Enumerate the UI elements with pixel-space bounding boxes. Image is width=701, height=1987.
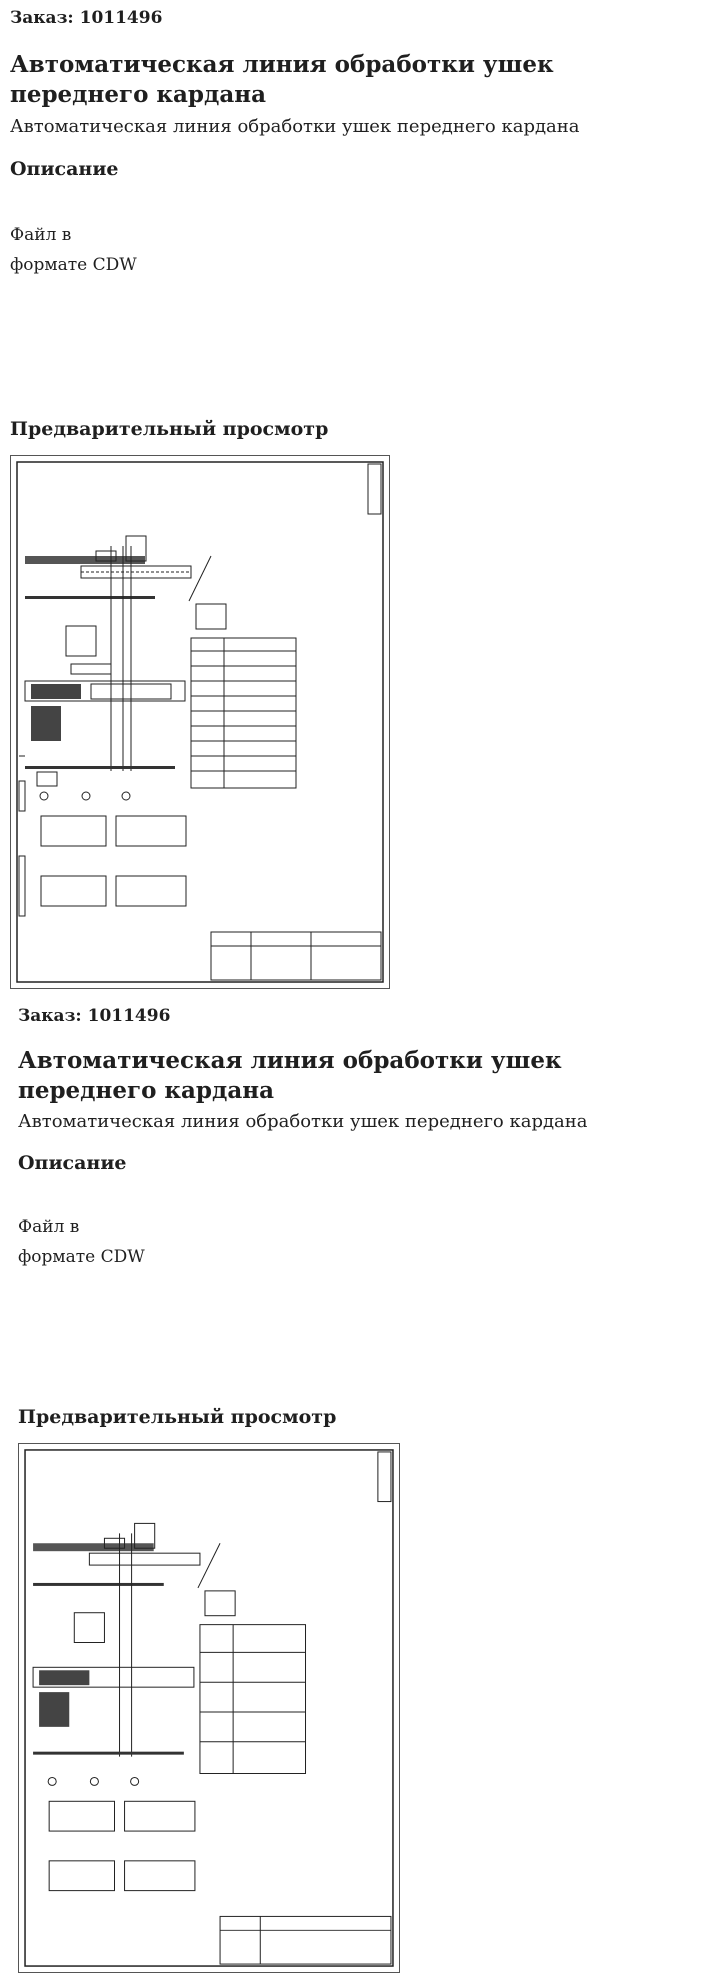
file-format-line1: Файл в: [18, 1217, 80, 1237]
cad-drawing-image: [19, 1444, 399, 1972]
file-format: [10, 220, 137, 280]
file-format-line2: формате CDW: [10, 255, 137, 275]
page-title: Автоматическая линия обработки ушек переднего кардана: [10, 51, 554, 108]
preview-drawing[interactable]: [18, 1443, 400, 1973]
page-title: Автоматическая линия обработки ушек переднего кардана: [18, 1047, 562, 1104]
preview-drawing[interactable]: [10, 455, 390, 989]
page-subtitle: Автоматическая линия обработки ушек переднего кардана: [10, 116, 580, 137]
preview-heading: Предварительный просмотр: [10, 418, 329, 440]
file-format: [18, 1212, 145, 1272]
preview-heading: Предварительный просмотр: [18, 1406, 337, 1428]
cad-drawing-image: [11, 456, 389, 988]
order-number: Заказ: 1011496: [18, 1006, 171, 1026]
file-format-line1: Файл в: [10, 225, 72, 245]
page-subtitle: Автоматическая линия обработки ушек переднего кардана: [18, 1111, 588, 1132]
description-heading: Описание: [10, 158, 119, 180]
order-number: Заказ: 1011496: [10, 8, 163, 28]
file-format-line2: формате CDW: [18, 1247, 145, 1267]
description-heading: Описание: [18, 1152, 127, 1174]
